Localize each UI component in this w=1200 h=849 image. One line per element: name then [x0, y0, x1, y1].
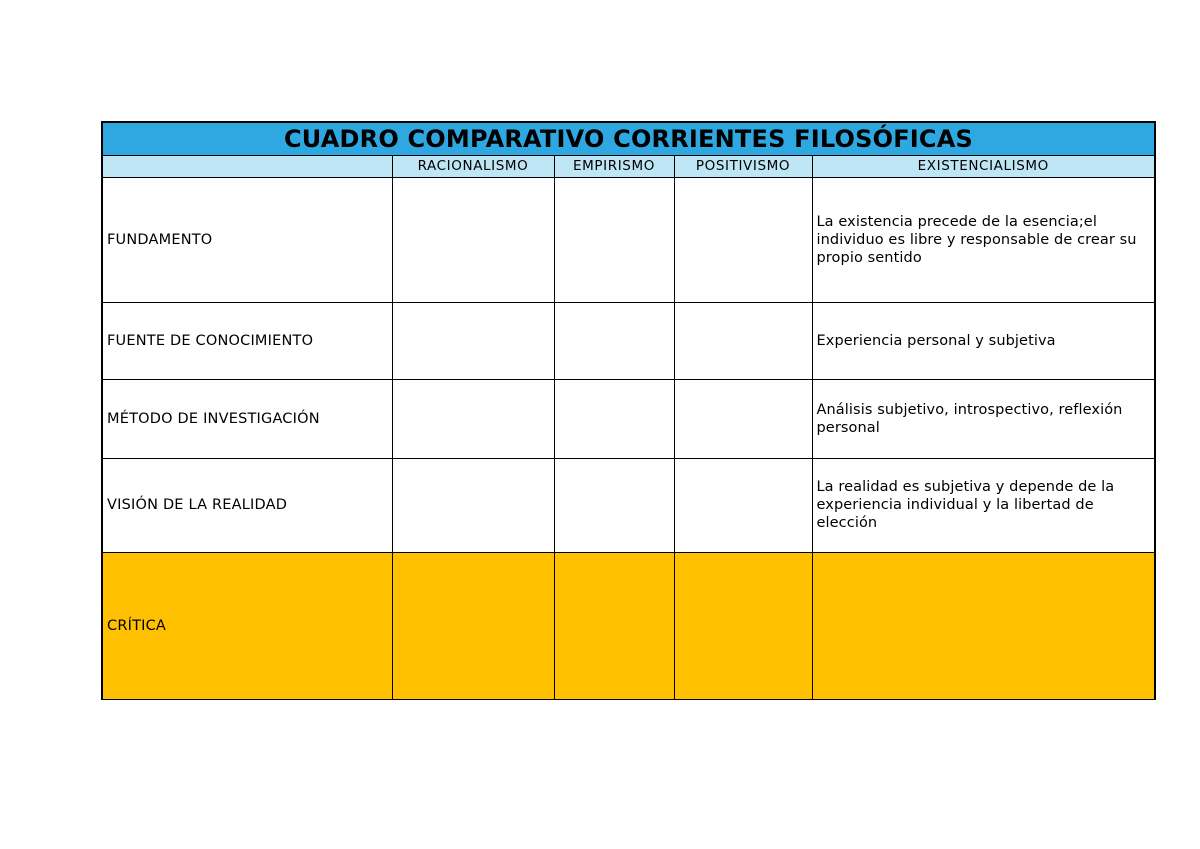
- row-label-vision-de-la-realidad: VISIÓN DE LA REALIDAD: [103, 458, 392, 552]
- cell-existencialismo: La existencia precede de la esencia;el individuo es libre y responsable de crear su propio sentido: [812, 177, 1154, 302]
- cell-positivismo: [674, 379, 812, 458]
- column-header-positivismo: POSITIVISMO: [674, 156, 812, 177]
- cell-empirismo: [554, 458, 674, 552]
- cell-positivismo: [674, 552, 812, 699]
- cell-racionalismo: [392, 177, 554, 302]
- cell-racionalismo: [392, 302, 554, 379]
- table-row: [103, 379, 1154, 458]
- cell-existencialismo: Experiencia personal y subjetiva: [812, 302, 1154, 379]
- cell-empirismo: [554, 552, 674, 699]
- comparison-table-sheet: [101, 121, 1156, 700]
- column-header-empty: [103, 156, 392, 177]
- column-header-empirismo: EMPIRISMO: [554, 156, 674, 177]
- table-row: [103, 177, 1154, 302]
- cell-existencialismo: La realidad es subjetiva y depende de la experiencia individual y la libertad de elección: [812, 458, 1154, 552]
- cell-existencialismo: [812, 552, 1154, 699]
- cell-positivismo: [674, 458, 812, 552]
- row-label-critica: CRÍTICA: [103, 552, 392, 699]
- row-label-metodo-de-investigacion: MÉTODO DE INVESTIGACIÓN: [103, 379, 392, 458]
- cell-empirismo: [554, 379, 674, 458]
- column-header-racionalismo: RACIONALISMO: [392, 156, 554, 177]
- column-header-row: [103, 156, 1154, 177]
- comparison-table: [103, 156, 1154, 699]
- row-label-fuente-de-conocimiento: FUENTE DE CONOCIMIENTO: [103, 302, 392, 379]
- cell-existencialismo: Análisis subjetivo, introspectivo, reflexión personal: [812, 379, 1154, 458]
- table-row: [103, 458, 1154, 552]
- cell-racionalismo: [392, 552, 554, 699]
- cell-racionalismo: [392, 379, 554, 458]
- cell-racionalismo: [392, 458, 554, 552]
- cell-positivismo: [674, 302, 812, 379]
- cell-empirismo: [554, 177, 674, 302]
- cell-positivismo: [674, 177, 812, 302]
- table-title: CUADRO COMPARATIVO CORRIENTES FILOSÓFICAS: [103, 123, 1154, 156]
- table-row: [103, 552, 1154, 699]
- table-row: [103, 302, 1154, 379]
- column-header-existencialismo: EXISTENCIALISMO: [812, 156, 1154, 177]
- row-label-fundamento: FUNDAMENTO: [103, 177, 392, 302]
- cell-empirismo: [554, 302, 674, 379]
